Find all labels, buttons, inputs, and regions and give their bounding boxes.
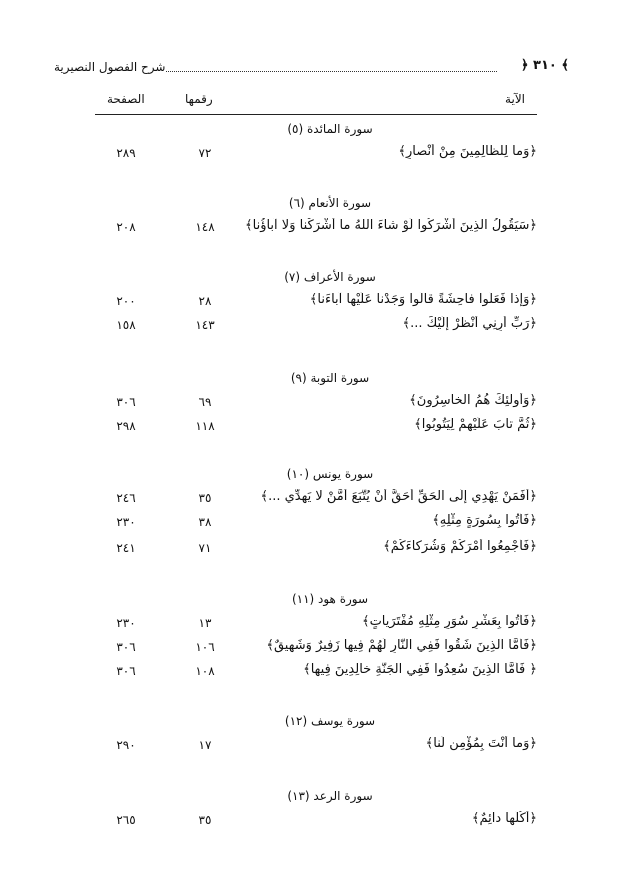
verse-number: ٧٢ bbox=[198, 146, 212, 160]
surah-heading: سورة الأعراف (٧) bbox=[284, 270, 376, 284]
verse-number: ١٤٨ bbox=[195, 220, 215, 234]
index-row bbox=[95, 664, 537, 686]
index-row bbox=[95, 294, 537, 316]
running-header bbox=[54, 60, 569, 82]
index-row bbox=[95, 395, 537, 417]
page-ref: ٢٤٦ bbox=[116, 491, 136, 505]
column-headers bbox=[95, 92, 535, 112]
verse-number: ١٧ bbox=[198, 738, 212, 752]
surah-heading: سورة هود (١١) bbox=[291, 592, 369, 606]
verse-text: ﴿أُكُلُها دائِمٌ﴾ bbox=[471, 811, 537, 826]
verse-number: ٢٨ bbox=[198, 294, 212, 308]
column-header-page: الصفحة bbox=[107, 92, 145, 106]
page-ref: ٣٠٦ bbox=[116, 395, 136, 409]
verse-text: ﴿فَأْتُوا بِسُورَةٍ مِثْلِهِ﴾ bbox=[432, 513, 537, 528]
page-ref: ٢٠٠ bbox=[116, 294, 136, 308]
page-number: ﴿ ٣١٠ ﴾ bbox=[520, 58, 569, 73]
verse-number: ١٠٨ bbox=[195, 664, 215, 678]
verse-text: ﴿ثُمَّ تابَ عَلَيْهِمْ لِيَتُوبُوا﴾ bbox=[414, 417, 537, 432]
surah-heading: سورة التوبة (٩) bbox=[290, 371, 370, 385]
verse-text: ﴿ فَأمَّا الَّذِينَ سُعِدُوا فَفِي الْجَنَّةِ خالِدِينَ فِيها﴾ bbox=[303, 662, 537, 677]
index-row bbox=[95, 813, 537, 835]
page-ref: ٢٦٥ bbox=[116, 813, 136, 827]
verse-number: ٣٥ bbox=[198, 813, 212, 827]
index-row bbox=[95, 220, 537, 242]
verse-text: ﴿رَبِّ أرِنِي أنْظُرْ إلَيْكَ ...﴾ bbox=[402, 316, 537, 331]
verse-number: ٣٨ bbox=[198, 515, 212, 529]
book-title: شرح الفصول النصيرية bbox=[54, 60, 166, 74]
verse-number: ١٠٦ bbox=[195, 640, 215, 654]
index-row bbox=[95, 146, 537, 168]
verse-text: ﴿وَإذا فَعَلُوا فاحِشَةً قالُوا وَجَدْنا عَلَيْها آباءَنا﴾ bbox=[309, 292, 537, 307]
verse-number: ٧١ bbox=[198, 541, 212, 555]
surah-heading: سورة يوسف (١٢) bbox=[284, 714, 376, 728]
verse-text: ﴿وَما لِلظّالِمِينَ مِنْ أنْصارٍ﴾ bbox=[398, 144, 537, 159]
verse-text: ﴿أفَمَنْ يَهْدِي إلَى الْحَقِّ أحَقُّ أنْ يُتَّبَعَ أمَّنْ لا يَهِدِّي ...﴾ bbox=[260, 489, 537, 504]
verse-text: ﴿سَيَقُولُ الَّذِينَ أشْرَكُوا لَوْ شاءَ اللَّهُ ما أشْرَكْنا وَلا آباؤُنا﴾ bbox=[245, 218, 537, 233]
page-ref: ٣٠٦ bbox=[116, 640, 136, 654]
surah-heading: سورة المائدة (٥) bbox=[287, 122, 373, 136]
verse-text: ﴿فَأجْمِعُوا أمْرَكُمْ وَشُرَكاءَكُمْ﴾ bbox=[383, 539, 537, 554]
verse-number: ١٤٣ bbox=[195, 318, 215, 332]
index-row bbox=[95, 541, 537, 563]
verse-number: ٦٩ bbox=[198, 395, 212, 409]
surah-heading: سورة يونس (١٠) bbox=[286, 467, 374, 481]
index-row bbox=[95, 616, 537, 638]
index-row bbox=[95, 419, 537, 441]
page-ref: ٢٨٩ bbox=[116, 146, 136, 160]
verse-text: ﴿فَأْتُوا بِعَشْرِ سُوَرٍ مِثْلِهِ مُفْتَرَياتٍ﴾ bbox=[361, 614, 537, 629]
verse-text: ﴿فَأمَّا الَّذِينَ شَقُوا فَفِي النّارِ لَهُمْ فِيها زَفِيرٌ وَشَهِيقٌ﴾ bbox=[266, 638, 537, 653]
column-header-number: رقمها bbox=[185, 92, 213, 106]
page-ref: ٣٠٦ bbox=[116, 664, 136, 678]
page-ref: ٢٣٠ bbox=[116, 616, 136, 630]
index-row bbox=[95, 640, 537, 662]
column-header-verse: الآية bbox=[505, 92, 525, 106]
surah-heading: سورة الرعد (١٣) bbox=[287, 789, 373, 803]
verse-text: ﴿وَما أنْتَ بِمُؤْمِنٍ لَنا﴾ bbox=[425, 736, 537, 751]
index-row bbox=[95, 515, 537, 537]
verse-number: ٣٥ bbox=[198, 491, 212, 505]
page-ref: ٢٣٠ bbox=[116, 515, 136, 529]
header-rule bbox=[95, 114, 537, 115]
verse-number: ١١٨ bbox=[195, 419, 215, 433]
page-ref: ٢٤١ bbox=[116, 541, 136, 555]
page-ref: ٢٩٠ bbox=[116, 738, 136, 752]
surah-heading: سورة الأنعام (٦) bbox=[288, 196, 372, 210]
index-row bbox=[95, 318, 537, 340]
page-ref: ٢٩٨ bbox=[116, 419, 136, 433]
index-row bbox=[95, 491, 537, 513]
page-ref: ١٥٨ bbox=[116, 318, 136, 332]
verse-number: ١٣ bbox=[198, 616, 212, 630]
verse-text: ﴿وَأُولئِكَ هُمُ الْخاسِرُونَ﴾ bbox=[409, 393, 537, 408]
page-ref: ٢٠٨ bbox=[116, 220, 136, 234]
dotted-leader bbox=[166, 71, 497, 72]
index-row bbox=[95, 738, 537, 760]
